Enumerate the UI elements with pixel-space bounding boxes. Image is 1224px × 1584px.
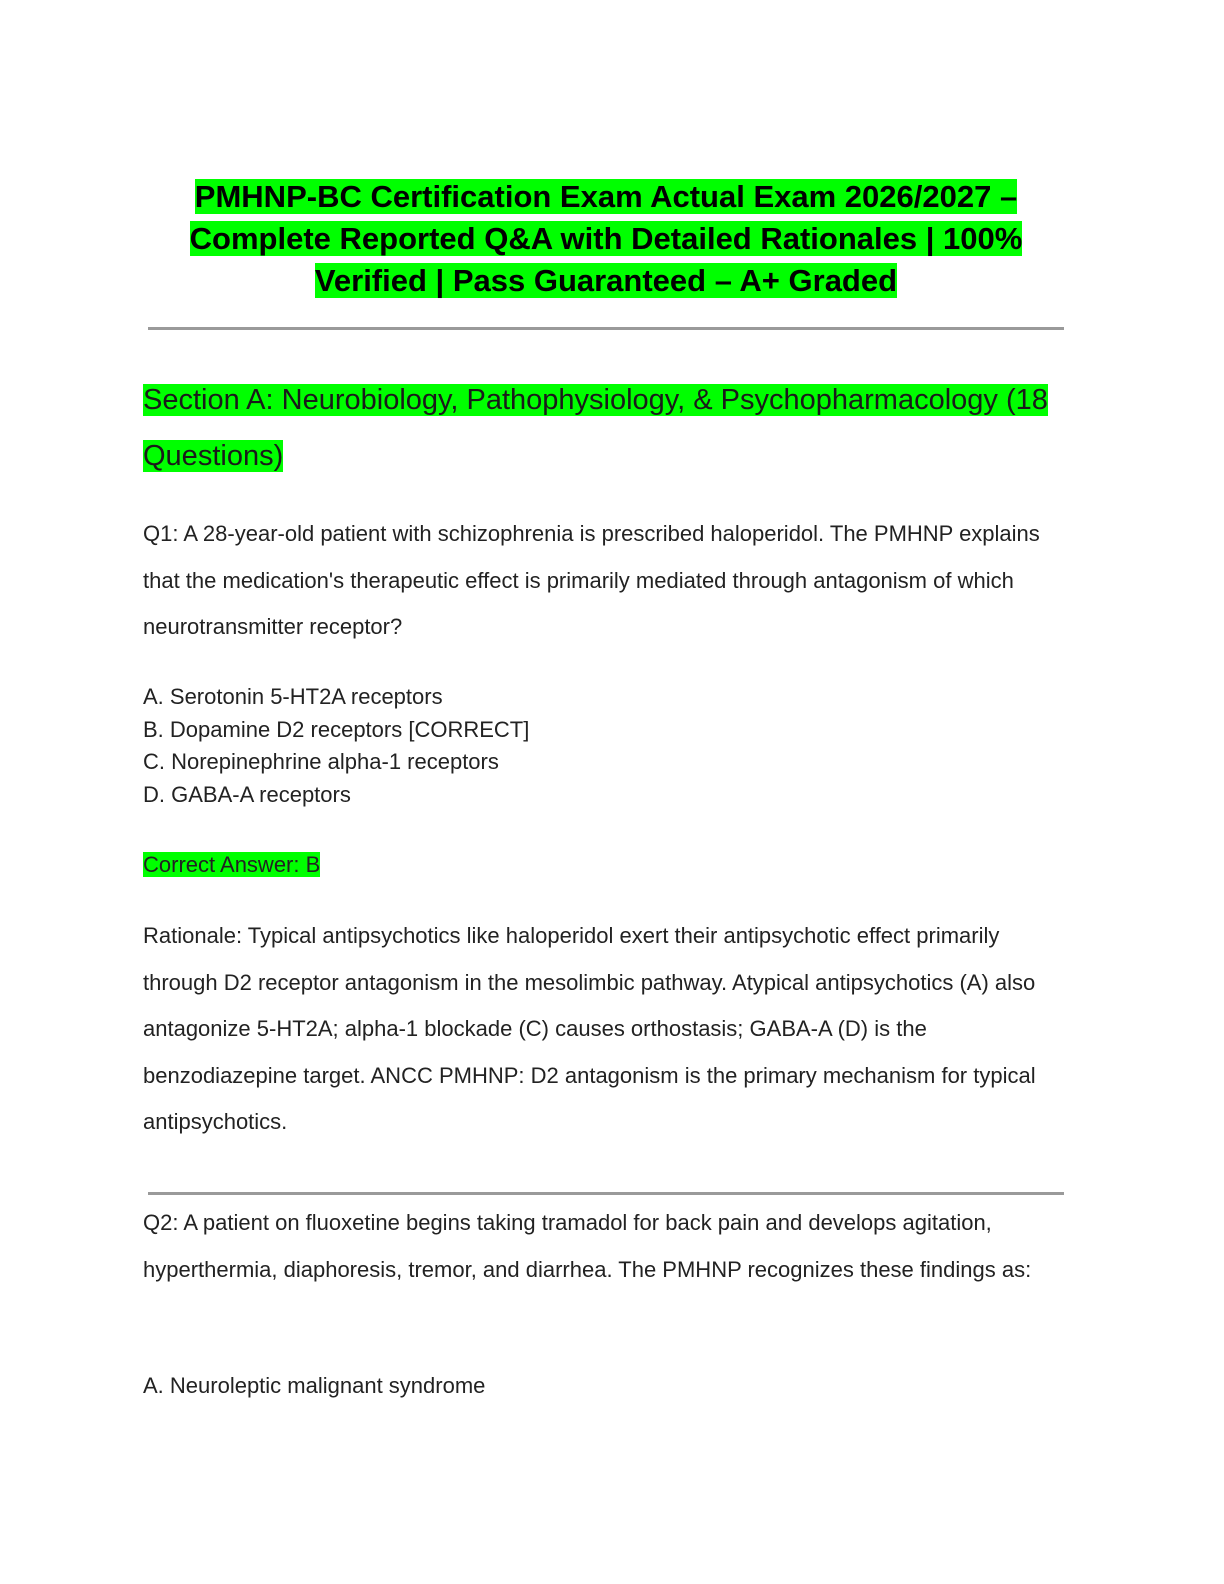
question-2-options [143,1370,1073,1403]
horizontal-divider [148,327,1064,330]
document-title [150,176,1062,302]
correct-answer-text: Correct Answer: B [143,852,321,877]
question-1-options [143,681,1073,811]
question-2-text: Q2: A patient on fluoxetine begins taking tramadol for back pain and develops agitation, hyperthermia, diaphoresis, tremor, and diarrhea. The PMHNP recognizes these findings as: [143,1210,1032,1282]
question-1-text: Q1: A 28-year-old patient with schizophrenia is prescribed haloperidol. The PMHNP explains that the medication's therapeutic effect is primarily mediated through antagonism of which neurotransmitter receptor? [143,521,1040,639]
question-1-option-d: D. GABA-A receptors [143,781,351,807]
horizontal-divider [148,1192,1064,1195]
section-heading [143,372,1073,484]
question-1-rationale: Rationale: Typical antipsychotics like haloperidol exert their antipsychotic effect primarily through D2 receptor antagonism in the mesolimbic pathway. Atypical antipsychotics (A) also antagonize 5-HT2A; alpha-1 blockade (C) causes orthostasis; GABA-A (D) is the benzodiazepine target. ANCC PMHNP: D2 antagonism is the primary mechanism for typical antipsychotics. [143,923,1036,1134]
document-title-text: PMHNP-BC Certification Exam Actual Exam 2026/2027 – Complete Reported Q&A with Detailed Rationales | 100% Verified | Pass Guaranteed – A+ Graded [189,179,1023,298]
question-1-option-a: A. Serotonin 5-HT2A receptors [143,684,443,709]
section-heading-text: Section A: Neurobiology, Pathophysiology, & Psychopharmacology (18 Questions) [143,384,1048,472]
question-1-option-b: B. Dopamine D2 receptors [CORRECT] [143,716,530,742]
question-1-correct-answer [143,850,320,880]
question-2-option-a: A. Neuroleptic malignant syndrome [143,1373,486,1398]
question-1-option-c: C. Norepinephrine alpha-1 receptors [143,749,499,774]
